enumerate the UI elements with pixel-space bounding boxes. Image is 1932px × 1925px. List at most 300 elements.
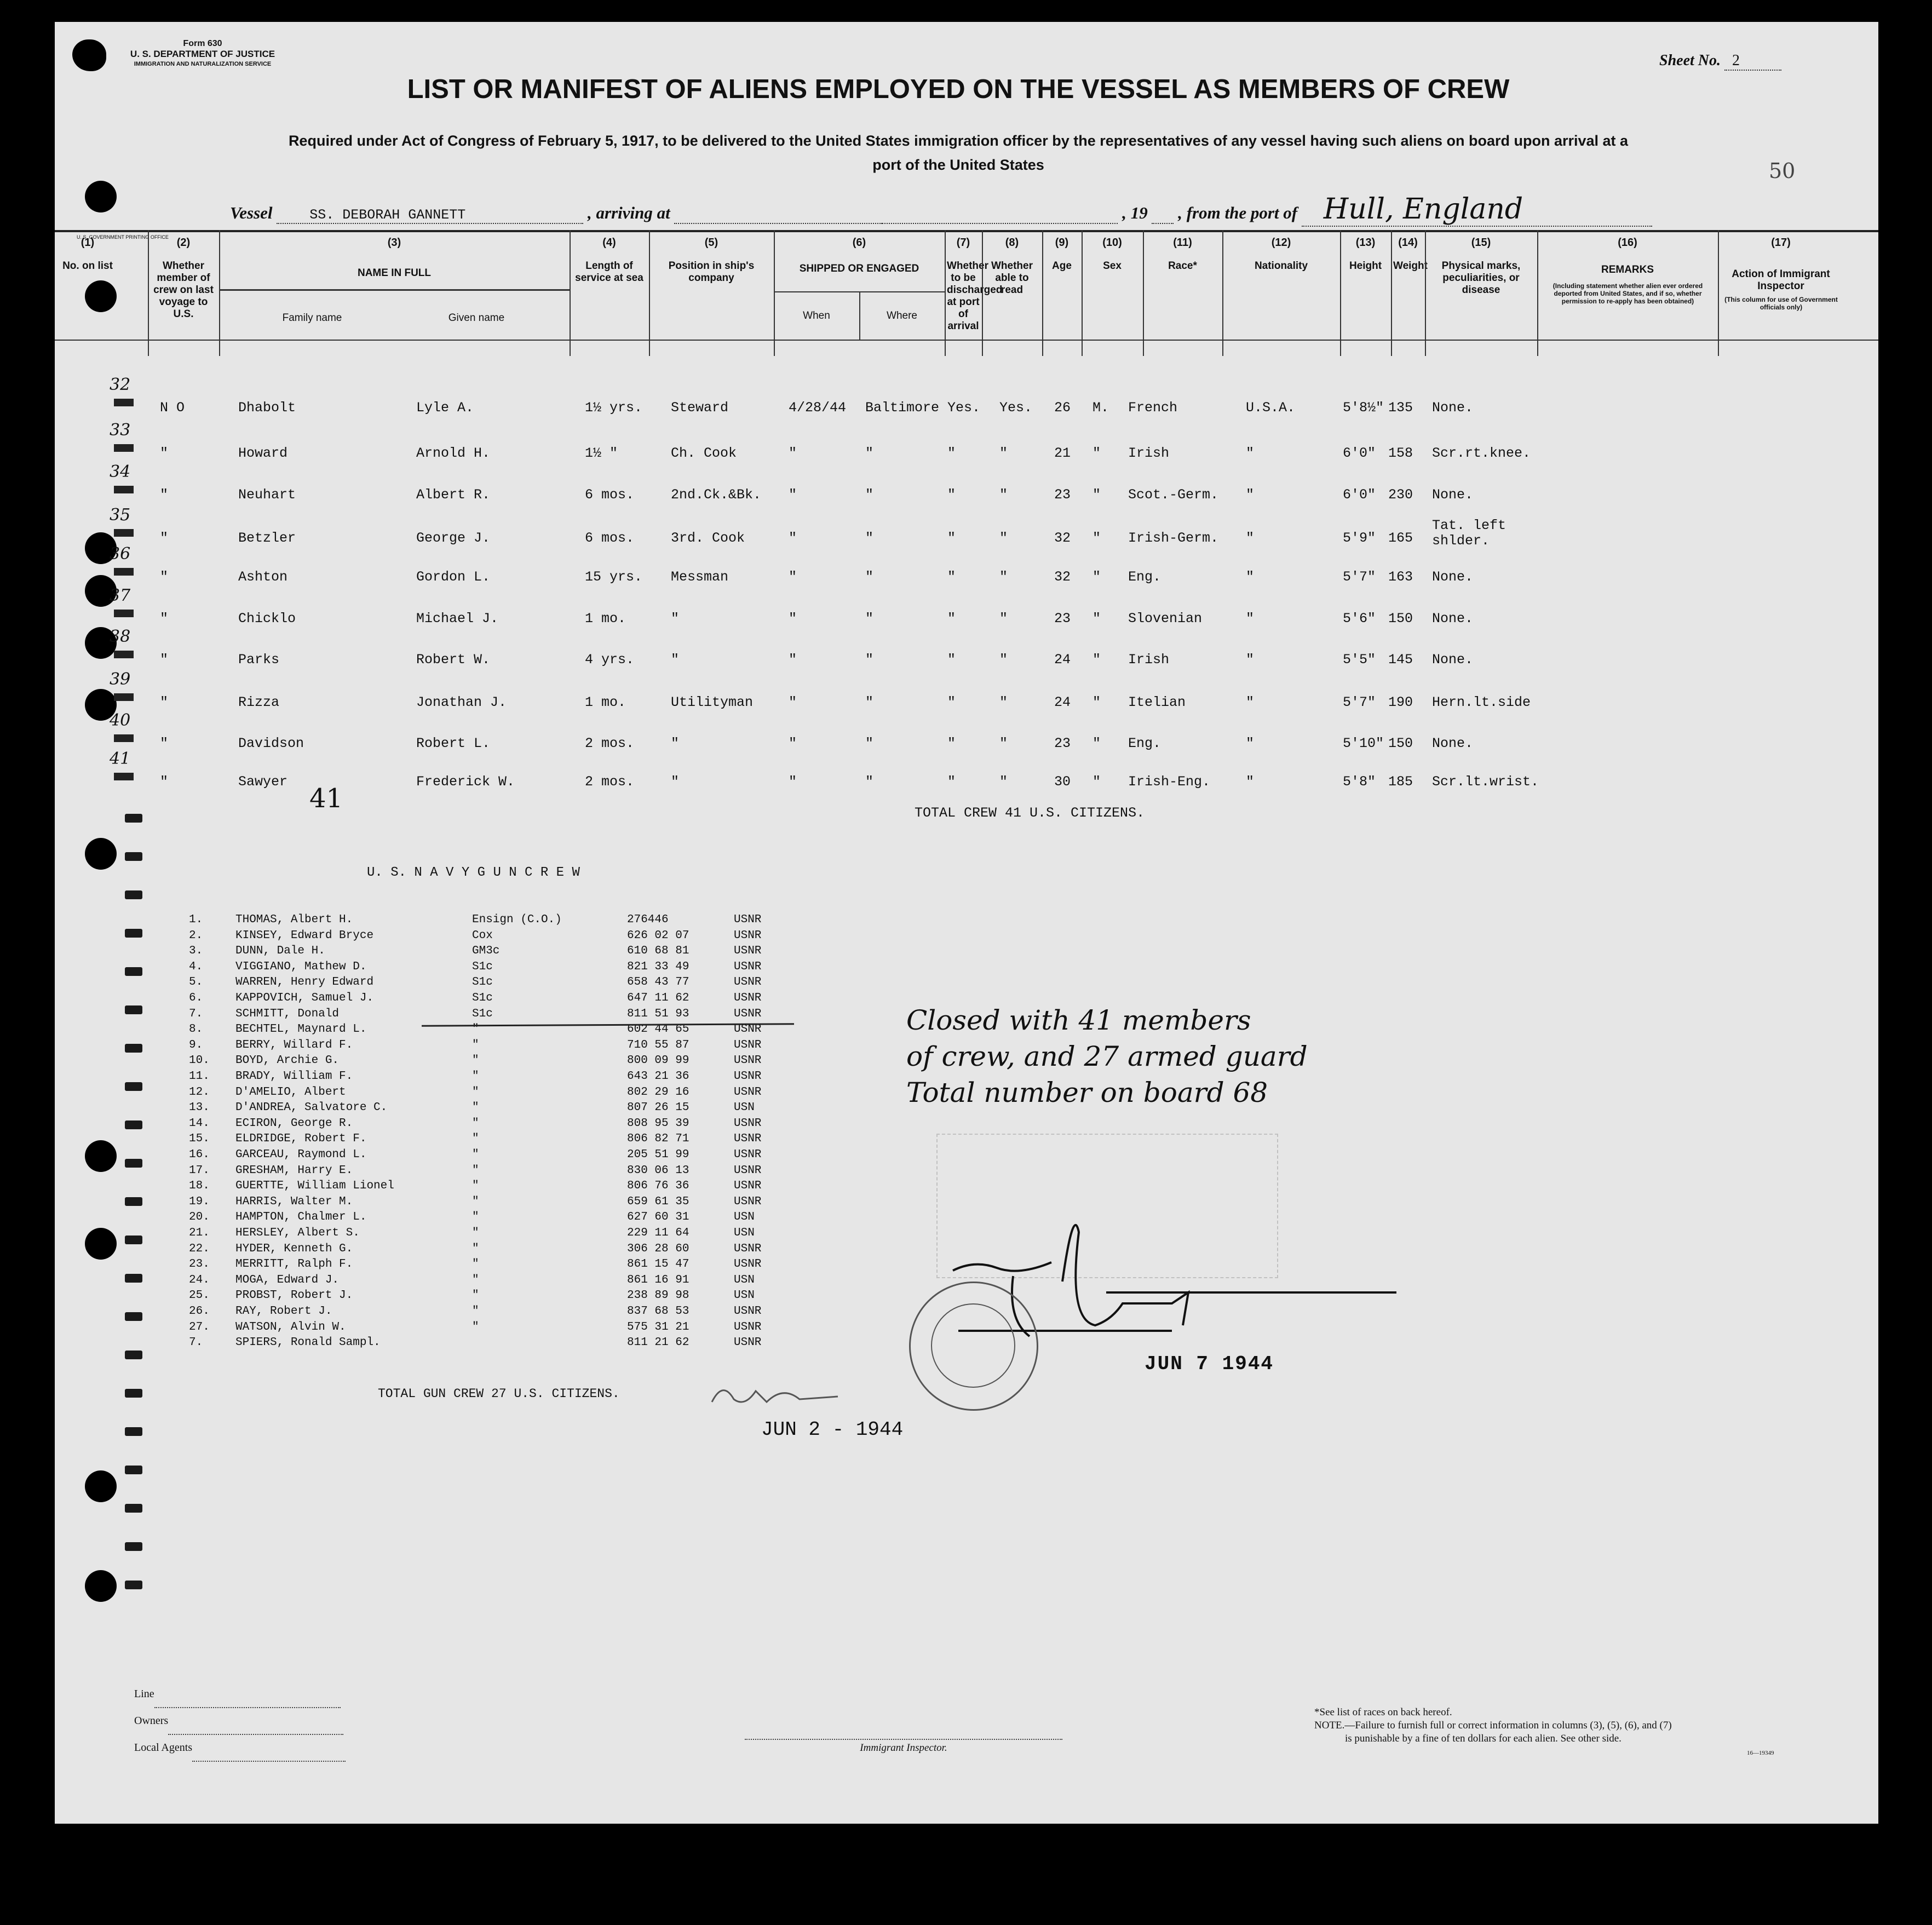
gun-crew-row [0, 992, 821, 1007]
binding-tick [125, 852, 142, 861]
nationality: " [1246, 530, 1255, 546]
department: U. S. DEPARTMENT OF JUSTICE [130, 49, 275, 59]
age: 23 [1054, 487, 1071, 503]
nationality: " [1246, 487, 1255, 503]
given-name: Robert L. [416, 735, 491, 751]
physical-marks: Scr.lt.wrist. [1432, 774, 1539, 790]
column-number: (2) [176, 237, 191, 249]
to-be-discharged: " [947, 530, 956, 546]
gun-crew-rate: " [472, 1101, 479, 1114]
gun-crew-number: 23. [189, 1258, 210, 1271]
date-stamp-jun2: JUN 2 - 1944 [761, 1418, 904, 1441]
age: 23 [1054, 735, 1071, 751]
gun-crew-branch: USNR [734, 960, 762, 973]
given-name: Arnold H. [416, 445, 491, 461]
gun-crew-branch: USN [734, 1227, 755, 1239]
from-port-label: , from the port of [1178, 203, 1298, 222]
race: Irish [1128, 652, 1170, 668]
gun-crew-branch: USNR [734, 929, 762, 942]
able-to-read: " [999, 611, 1008, 627]
line-number: 37 [110, 586, 131, 605]
height: 6'0" [1343, 445, 1376, 461]
shipped-when: " [789, 694, 797, 710]
crew-row [0, 749, 1932, 796]
position: Ch. Cook [671, 445, 737, 461]
gun-crew-number: 3. [189, 945, 203, 958]
gun-crew-rate: Cox [472, 929, 493, 942]
struck-number-mark [114, 529, 134, 537]
binding-tick [125, 1466, 142, 1474]
able-to-read: " [999, 569, 1008, 585]
previous-voyage: " [160, 652, 169, 668]
gun-crew-service-number: 802 29 16 [627, 1085, 689, 1099]
shipped-when: " [789, 569, 797, 585]
position: " [671, 652, 680, 668]
gun-crew-row [0, 913, 821, 929]
previous-voyage: " [160, 487, 169, 503]
gun-crew-name: HERSLEY, Albert S. [235, 1227, 360, 1239]
gun-crew-service-number: 659 61 35 [627, 1195, 689, 1208]
gun-crew-number: 12. [189, 1085, 210, 1099]
shipped-where: " [865, 611, 874, 627]
previous-voyage: " [160, 694, 169, 710]
gun-crew-branch: USNR [734, 1038, 762, 1051]
gun-crew-name: D'AMELIO, Albert [235, 1085, 346, 1099]
year-blank [1152, 203, 1174, 224]
given-name: George J. [416, 530, 491, 546]
gun-crew-rate: S1c [472, 976, 493, 989]
inspector-note: (This column for use of Government officials only) [1724, 296, 1838, 311]
race: Eng. [1128, 569, 1162, 585]
previous-voyage: " [160, 611, 169, 627]
gun-crew-name: MERRITT, Ralph F. [235, 1258, 353, 1271]
total-gun-crew: TOTAL GUN CREW 27 U.S. CITIZENS. [378, 1387, 620, 1401]
footer-fields [134, 1681, 346, 1762]
physical-marks: Scr.rt.knee. [1432, 445, 1531, 461]
gun-crew-branch: USN [734, 1211, 755, 1224]
gun-crew-name: BRADY, William F. [235, 1070, 353, 1083]
physical-marks: None. [1432, 400, 1474, 416]
gun-crew-service-number: 710 55 87 [627, 1038, 689, 1051]
gun-crew-branch: USNR [734, 992, 762, 1004]
column-label: Whether to be discharged at port of arrival [947, 260, 1003, 332]
race: Irish-Eng. [1128, 774, 1211, 790]
age: 24 [1054, 694, 1071, 710]
shipped-where: " [865, 569, 874, 585]
line-number: 33 [110, 421, 131, 440]
punch-hole [85, 1570, 117, 1602]
punch-hole [85, 280, 117, 312]
gun-crew-row [0, 1243, 821, 1258]
crew-row [0, 670, 1932, 716]
gun-crew-branch: USNR [734, 1258, 762, 1271]
gun-crew-name: GARCEAU, Raymond L. [235, 1148, 367, 1161]
gun-crew-service-number: 806 76 36 [627, 1180, 689, 1193]
nationality: " [1246, 735, 1255, 751]
gun-crew-rate: " [472, 1117, 479, 1130]
gun-crew-name: SCHMITT, Donald [235, 1007, 340, 1020]
gun-crew-number: 1. [189, 913, 203, 926]
gun-crew-branch: USNR [734, 1007, 762, 1020]
struck-number-mark [114, 568, 134, 576]
punch-hole [85, 838, 117, 870]
gun-crew-number: 7. [189, 1007, 203, 1020]
height: 5'8½" [1343, 400, 1384, 416]
line-number: 34 [110, 462, 131, 481]
sex: " [1092, 569, 1101, 585]
sex: " [1092, 652, 1101, 668]
gun-crew-rate: Ensign (C.O.) [472, 913, 562, 926]
crew-row [0, 462, 1932, 509]
gun-crew-rate: " [472, 1054, 479, 1067]
sex: " [1092, 735, 1101, 751]
shipped-when: " [789, 487, 797, 503]
footer-notes [1314, 1706, 1672, 1745]
shipped-when: " [789, 445, 797, 461]
gun-crew-row [0, 1101, 821, 1117]
length-of-service: 15 yrs. [585, 569, 643, 585]
header-bottom-rule [55, 340, 1878, 341]
given-name: Lyle A. [416, 400, 474, 416]
closing-note-line-3: Total number on board 68 [906, 1077, 1268, 1108]
weight: 158 [1388, 445, 1413, 461]
given-name: Michael J. [416, 611, 499, 627]
gun-crew-row [0, 976, 821, 991]
gun-crew-name: THOMAS, Albert H. [235, 913, 353, 926]
name-subrule [219, 289, 570, 291]
gun-crew-number: 8. [189, 1023, 203, 1036]
column-number: (12) [1271, 237, 1291, 249]
length-of-service: 1 mo. [585, 611, 626, 627]
gun-crew-name: HARRIS, Walter M. [235, 1195, 353, 1208]
age: 26 [1054, 400, 1071, 416]
family-name: Betzler [238, 530, 296, 546]
line-number: 35 [110, 505, 131, 525]
gun-crew-name: DUNN, Dale H. [235, 945, 325, 958]
column-number: (9) [1055, 237, 1069, 249]
position: " [671, 611, 680, 627]
gun-crew-row [0, 1133, 821, 1148]
age: 32 [1054, 569, 1071, 585]
gun-crew-rate: S1c [472, 1007, 493, 1020]
column-number: (13) [1355, 237, 1376, 249]
form-title: LIST OR MANIFEST OF ALIENS EMPLOYED ON THE VESSEL AS MEMBERS OF CREW [407, 74, 1510, 104]
weight: 185 [1388, 774, 1413, 790]
gun-crew-branch: USNR [734, 1195, 762, 1208]
given-name: Jonathan J. [416, 694, 507, 710]
gun-crew-row [0, 1086, 821, 1101]
shipped-where: Baltimore [865, 400, 940, 416]
given-name: Albert R. [416, 487, 491, 503]
gun-crew-service-number: 602 44 65 [627, 1023, 689, 1036]
gun-crew-row [0, 945, 821, 960]
nationality: " [1246, 774, 1255, 790]
crew-row [0, 544, 1932, 591]
to-be-discharged: " [947, 487, 956, 503]
sex: " [1092, 445, 1101, 461]
gun-crew-row [0, 1289, 821, 1305]
position: Steward [671, 400, 729, 416]
able-to-read: " [999, 487, 1008, 503]
nationality: " [1246, 569, 1255, 585]
gun-crew-name: KAPPOVICH, Samuel J. [235, 992, 374, 1004]
gun-crew-rate: " [472, 1289, 479, 1302]
gun-crew-number: 22. [189, 1242, 210, 1255]
sheet-number-field [1659, 52, 1781, 71]
able-to-read: " [999, 445, 1008, 461]
gun-crew-row [0, 1070, 821, 1085]
race: French [1128, 400, 1178, 416]
column-number: (14) [1398, 237, 1418, 249]
gun-crew-number: 25. [189, 1289, 210, 1302]
gun-crew-name: BERRY, Willard F. [235, 1038, 353, 1051]
gun-crew-name: VIGGIANO, Mathew D. [235, 960, 367, 973]
gun-crew-name: ECIRON, George R. [235, 1117, 353, 1130]
sex: " [1092, 694, 1101, 710]
previous-voyage: " [160, 530, 169, 546]
arriving-port-blank [674, 203, 882, 224]
family-name: Dhabolt [238, 400, 296, 416]
gun-crew-service-number: 306 28 60 [627, 1242, 689, 1255]
line-number: 41 [110, 749, 131, 768]
column-number: (16) [1618, 237, 1637, 249]
gun-crew-service-number: 276446 [627, 913, 669, 926]
gun-crew-rate: " [472, 1211, 479, 1224]
date-stamp-received: JUN 7 1944 [1145, 1353, 1274, 1375]
shipped-when: " [789, 735, 797, 751]
gun-crew-name: WARREN, Henry Edward [235, 976, 374, 989]
where-subhead: Where [887, 310, 917, 321]
gun-crew-branch: USNR [734, 945, 762, 958]
page-number: 50 [1769, 159, 1796, 183]
gun-crew-row [0, 1180, 821, 1195]
gun-crew-number: 19. [189, 1195, 210, 1208]
column-label: Nationality [1254, 260, 1308, 272]
gun-crew-number: 20. [189, 1211, 210, 1224]
column-label: SHIPPED OR ENGAGED [799, 263, 919, 274]
column-label: Race* [1168, 260, 1197, 272]
gun-crew-branch: USNR [734, 1242, 762, 1255]
line-label: Line [134, 1688, 154, 1700]
gun-crew-branch: USN [734, 1289, 755, 1302]
gun-crew-service-number: 627 60 31 [627, 1211, 689, 1224]
gun-crew-branch: USNR [734, 1148, 762, 1161]
column-label: Height [1349, 260, 1382, 272]
column-number: (10) [1102, 237, 1122, 249]
when-subhead: When [803, 310, 830, 321]
gun-crew-rate: S1c [472, 960, 493, 973]
column-label: REMARKS [1601, 264, 1654, 275]
gun-crew-branch: USNR [734, 1133, 762, 1146]
height: 5'8" [1343, 774, 1376, 790]
gun-crew-row [0, 929, 821, 945]
sex: " [1092, 774, 1101, 790]
height: 5'6" [1343, 611, 1376, 627]
vessel-name: SS. DEBORAH GANNETT [277, 207, 583, 224]
shipped-where: " [865, 652, 874, 668]
binding-tick [125, 1389, 142, 1398]
gun-crew-number: 15. [189, 1133, 210, 1146]
physical-marks: None. [1432, 569, 1474, 585]
gun-crew-name: GRESHAM, Harry E. [235, 1164, 353, 1177]
gun-crew-row [0, 1023, 821, 1038]
gun-crew-number: 18. [189, 1180, 210, 1193]
subtitle-line-1: Required under Act of Congress of February 5, 1917, to be delivered to the United States immigration officer by the representatives of any vessel having such aliens on board upon arrival at a [288, 133, 1629, 149]
gun-crew-rate: " [472, 1133, 479, 1146]
form-header [112, 38, 293, 70]
agents-blank [192, 1735, 346, 1762]
given-name: Frederick W. [416, 774, 515, 790]
column-number: (17) [1771, 237, 1791, 249]
arriving-date-blank [882, 203, 1118, 224]
gun-crew-number: 7. [189, 1336, 203, 1349]
shipped-where: " [865, 774, 874, 790]
printing-office: U. S. GOVERNMENT PRINTING OFFICE [77, 234, 169, 240]
column-number: (3) [387, 237, 401, 249]
gun-crew-row [0, 1227, 821, 1242]
crew-row [0, 421, 1932, 467]
column-label: Age [1052, 260, 1072, 272]
position: 2nd.Ck.&Bk. [671, 487, 762, 503]
length-of-service: 4 yrs. [585, 652, 635, 668]
column-label: Position in ship's company [668, 260, 755, 284]
gun-crew-service-number: 807 26 15 [627, 1101, 689, 1114]
gun-crew-name: ELDRIDGE, Robert F. [235, 1133, 367, 1146]
gun-crew-rate: " [472, 1195, 479, 1208]
gun-crew-number: 10. [189, 1054, 210, 1067]
line-number: 40 [110, 711, 131, 730]
gun-crew-service-number: 626 02 07 [627, 929, 689, 942]
gun-crew-name: GUERTTE, William Lionel [235, 1180, 394, 1193]
age: 23 [1054, 611, 1071, 627]
gun-crew-branch: USNR [734, 1085, 762, 1099]
column-number: (8) [1005, 237, 1019, 249]
position: 3rd. Cook [671, 530, 745, 546]
gun-crew-rate: " [472, 1148, 479, 1161]
gun-crew-number: 26. [189, 1305, 210, 1318]
binding-tick [125, 1581, 142, 1589]
service-name: IMMIGRATION AND NATURALIZATION SERVICE [134, 61, 272, 67]
line-number: 39 [110, 670, 131, 689]
gun-crew-service-number: 861 16 91 [627, 1273, 689, 1286]
physical-marks: None. [1432, 735, 1474, 751]
weight: 145 [1388, 652, 1413, 668]
race: Eng. [1128, 735, 1162, 751]
binding-tick [125, 1504, 142, 1513]
vessel-label: Vessel [230, 203, 273, 222]
to-be-discharged: " [947, 652, 956, 668]
position: Utilityman [671, 694, 754, 710]
race: Scot.-Germ. [1128, 487, 1219, 503]
punch-hole [85, 1470, 117, 1502]
family-name: Rizza [238, 694, 280, 710]
nationality: " [1246, 445, 1255, 461]
column-number: (4) [602, 237, 616, 249]
given-name-subhead: Given name [448, 312, 505, 324]
weight: 163 [1388, 569, 1413, 585]
inspector-label: Immigrant Inspector. [745, 1739, 1062, 1754]
year-label: , 19 [1122, 203, 1148, 222]
where-divider [859, 292, 860, 340]
to-be-discharged: " [947, 774, 956, 790]
to-be-discharged: " [947, 569, 956, 585]
column-number: (15) [1471, 237, 1491, 249]
sheet-number: 2 [1724, 52, 1781, 71]
crew-row [0, 711, 1932, 757]
struck-number-mark [114, 486, 134, 493]
gun-crew-branch: USNR [734, 1117, 762, 1130]
gun-crew-branch: USNR [734, 1336, 762, 1349]
closing-note [906, 1002, 1308, 1111]
column-number: (6) [852, 237, 866, 249]
remarks-note: (Including statement whether alien ever ordered deported from United States, and if so, whether permission to re-apply has been obtained) [1553, 282, 1703, 305]
position: Messman [671, 569, 729, 585]
struck-number-mark [114, 734, 134, 742]
closing-note-line-2: of crew, and 27 armed guard [906, 1041, 1308, 1072]
shipped-where: " [865, 487, 874, 503]
length-of-service: 1 mo. [585, 694, 626, 710]
gun-crew-name: WATSON, Alvin W. [235, 1320, 346, 1334]
line-number: 36 [110, 544, 131, 564]
shipped-where: " [865, 445, 874, 461]
gun-crew-row [0, 1196, 821, 1211]
family-name: Sawyer [238, 774, 288, 790]
family-name: Neuhart [238, 487, 296, 503]
race: Itelian [1128, 694, 1186, 710]
gun-crew-row [0, 1258, 821, 1273]
gun-crew-number: 5. [189, 976, 203, 989]
able-to-read: " [999, 694, 1008, 710]
vessel-line [230, 193, 1774, 226]
gun-crew-row [0, 1211, 821, 1226]
gun-crew-service-number: 238 89 98 [627, 1289, 689, 1302]
weight: 165 [1388, 530, 1413, 546]
age: 32 [1054, 530, 1071, 546]
struck-number-mark [114, 444, 134, 452]
gun-crew-number: 21. [189, 1227, 210, 1239]
family-name: Parks [238, 652, 280, 668]
length-of-service: 6 mos. [585, 530, 635, 546]
gun-crew-number: 14. [189, 1117, 210, 1130]
gun-crew-row [0, 1148, 821, 1164]
arriving-label: , arriving at [588, 203, 670, 222]
gun-crew-number: 6. [189, 992, 203, 1004]
able-to-read: " [999, 774, 1008, 790]
length-of-service: 1½ " [585, 445, 618, 461]
owners-label: Owners [134, 1715, 169, 1727]
gun-crew-number: 2. [189, 929, 203, 942]
struck-number-mark [114, 399, 134, 406]
gun-crew-number: 4. [189, 960, 203, 973]
gun-crew-branch: USNR [734, 1320, 762, 1334]
shipped-when: " [789, 611, 797, 627]
gun-crew-name: PROBST, Robert J. [235, 1289, 353, 1302]
column-label: Length of service at sea [575, 260, 643, 284]
column-number: (7) [956, 237, 970, 249]
sex: M. [1092, 400, 1109, 416]
gun-crew-name: BECHTEL, Maynard L. [235, 1023, 367, 1036]
previous-voyage: N O [160, 400, 185, 416]
able-to-read: " [999, 735, 1008, 751]
to-be-discharged: " [947, 445, 956, 461]
previous-voyage: " [160, 445, 169, 461]
gun-crew-name: D'ANDREA, Salvatore C. [235, 1101, 388, 1114]
form-subtitle [137, 129, 1780, 177]
gun-crew-service-number: 811 51 93 [627, 1007, 689, 1020]
able-to-read: " [999, 652, 1008, 668]
gun-crew-number: 16. [189, 1148, 210, 1161]
gun-crew-service-number: 658 43 77 [627, 976, 689, 989]
